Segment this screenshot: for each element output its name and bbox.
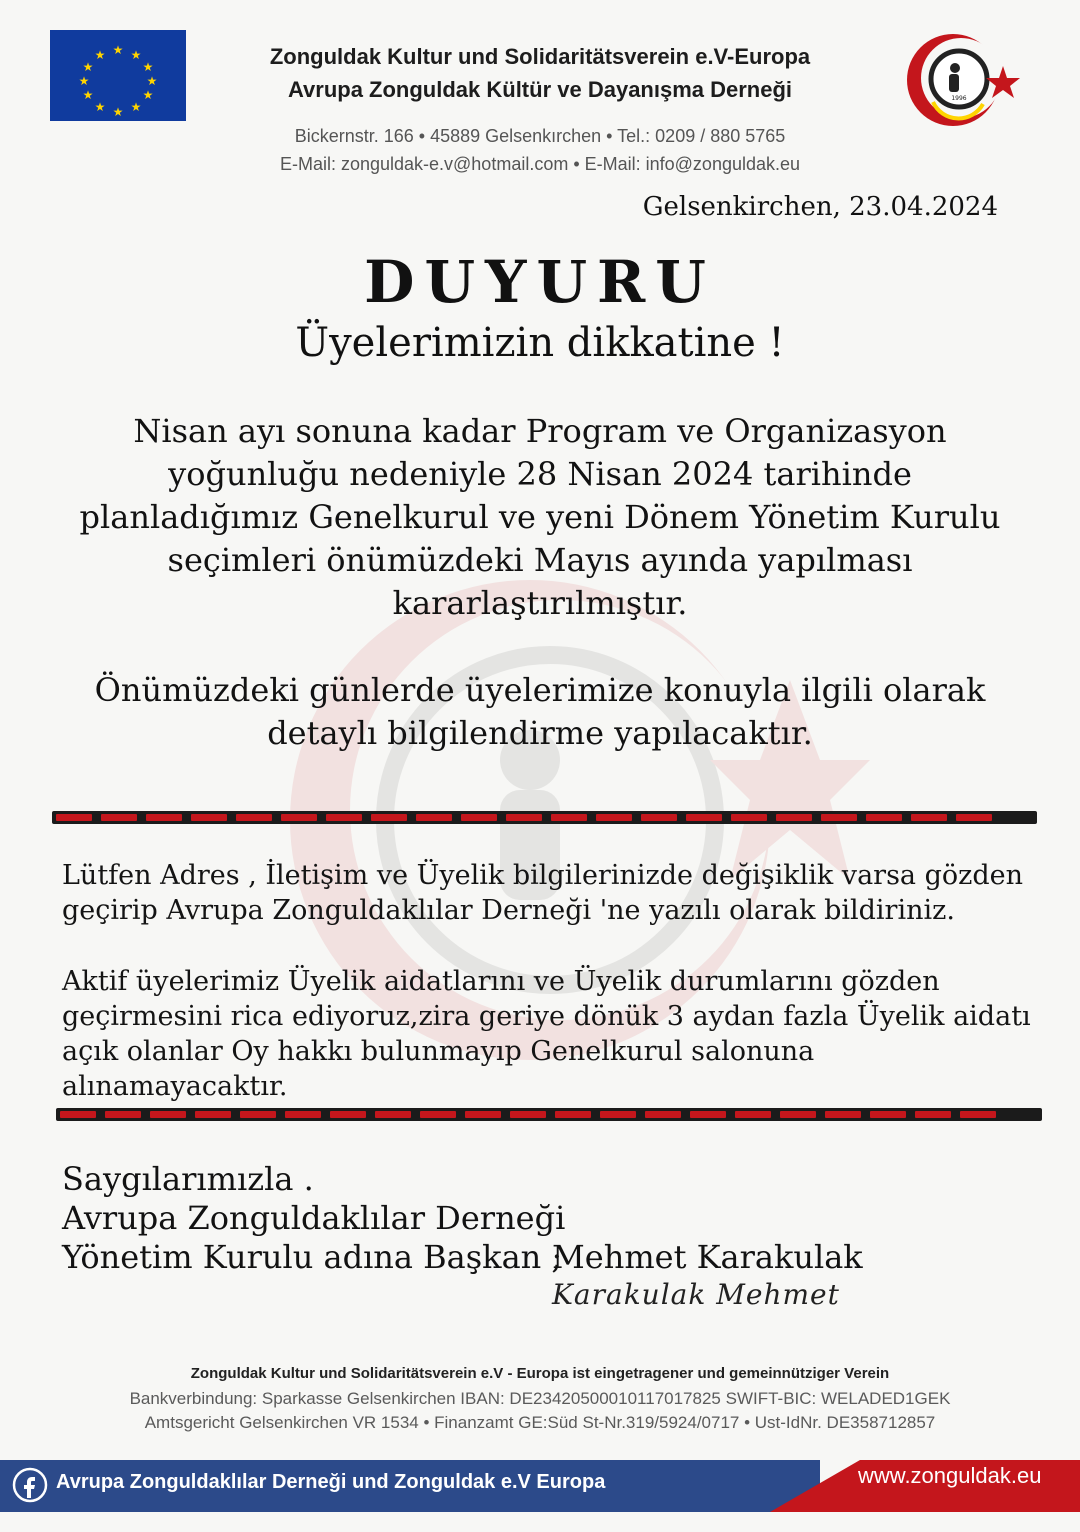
notice-paragraph-2 (62, 964, 1032, 1104)
org-name-german: Zonguldak Kultur und Solidaritätsverein e.V-Europa (269, 44, 811, 69)
body1-line: seçimleri önümüzdeki Mayıs ayında yapılması (167, 541, 913, 579)
notice1-line: Lütfen Adres , İletişim ve Üyelik bilgilerinizde değişiklik varsa gözden (62, 860, 1024, 891)
document-date: Gelsenkirchen, 23.04.2024 (642, 192, 998, 222)
handwritten-signature: Karakulak Mehmet (552, 1278, 840, 1311)
svg-text:★: ★ (142, 60, 154, 74)
facebook-icon[interactable] (12, 1467, 48, 1503)
svg-text:★: ★ (146, 74, 158, 88)
svg-text:★: ★ (78, 74, 90, 88)
org-emails: E-Mail: zonguldak-e.v@hotmail.com • E-Mail: info@zonguldak.eu (279, 154, 801, 174)
notice1-line: geçirip Avrupa Zonguldaklılar Derneği 'ne yazılı olarak bildiriniz. (62, 895, 955, 926)
svg-text:★: ★ (82, 88, 94, 102)
body2-line: detaylı bilgilendirme yapılacaktır. (267, 714, 813, 752)
announcement-body-1 (40, 410, 1040, 625)
svg-text:★: ★ (94, 100, 106, 114)
body2-line: Önümüzdeki günlerde üyelerimize konuyla ilgili olarak (94, 671, 986, 709)
svg-text:★: ★ (142, 88, 154, 102)
svg-text:★: ★ (112, 43, 124, 57)
chairman-name: Mehmet Karakulak (552, 1238, 863, 1276)
website-link[interactable]: www.zonguldak.eu (858, 1463, 1042, 1488)
svg-text:★: ★ (130, 48, 142, 62)
notice-paragraph-1 (62, 858, 1032, 928)
notice2-line: Aktif üyelerimiz Üyelik aidatlarını ve Üyelik durumlarını gözden (62, 966, 940, 997)
org-name-turkish: Avrupa Zonguldak Kültür ve Dayanışma Derneği (287, 77, 793, 102)
footer-registration-note: Zonguldak Kultur und Solidaritätsverein e.V - Europa ist eingetragener und gemeinnütziger Verein (190, 1365, 890, 1382)
crest-year: 1996 (951, 95, 967, 102)
body1-line: planladığımız Genelkurul ve yeni Dönem Yönetim Kurulu (79, 498, 1001, 536)
announcement-body-2 (40, 669, 1040, 755)
separator-dashed-top (52, 811, 1037, 824)
closing-role: Yönetim Kurulu adına Başkan ; (62, 1238, 563, 1276)
svg-text:★: ★ (130, 100, 142, 114)
svg-text:★: ★ (82, 60, 94, 74)
closing-association: Avrupa Zonguldaklılar Derneği (62, 1199, 566, 1237)
svg-text:★: ★ (112, 105, 124, 119)
footer-registry-details: Amtsgericht Gelsenkirchen VR 1534 • Finanzamt GE:Süd St-Nr.319/5924/0717 • Ust-IdNr. DE358712857 (144, 1413, 936, 1432)
announcement-title: DUYURU (364, 248, 716, 316)
body1-line: yoğunluğu nedeniyle 28 Nisan 2024 tarihinde (168, 455, 912, 493)
body1-line: Nisan ayı sonuna kadar Program ve Organizasyon (133, 412, 947, 450)
org-address: Bickernstr. 166 • 45889 Gelsenkırchen • Tel.: 0209 / 880 5765 (294, 126, 786, 146)
svg-text:★: ★ (94, 48, 106, 62)
body1-line: kararlaştırılmıştır. (392, 584, 688, 622)
association-crest-logo (903, 32, 1023, 128)
notice2-line: açık olanlar Oy hakkı bulunmayıp Genelkurul salonuna (62, 1036, 815, 1067)
notice2-line: geçirmesini rica ediyoruz,zira geriye dönük 3 aydan fazla Üyelik aidatı (62, 1001, 1031, 1032)
closing-block (62, 1160, 565, 1277)
closing-greeting: Saygılarımızla . (62, 1160, 314, 1198)
announcement-subtitle: Üyelerimizin dikkatine ! (295, 320, 785, 366)
separator-dashed-bottom (56, 1108, 1042, 1121)
notice2-line: alınamayacaktır. (62, 1071, 288, 1102)
facebook-page-link[interactable]: Avrupa Zonguldaklılar Derneği und Zonguldak e.V Europa (56, 1471, 606, 1493)
footer-bank-details: Bankverbindung: Sparkasse Gelsenkirchen IBAN: DE23420500010117017825 SWIFT-BIC: WELADED1GEK (129, 1389, 951, 1408)
